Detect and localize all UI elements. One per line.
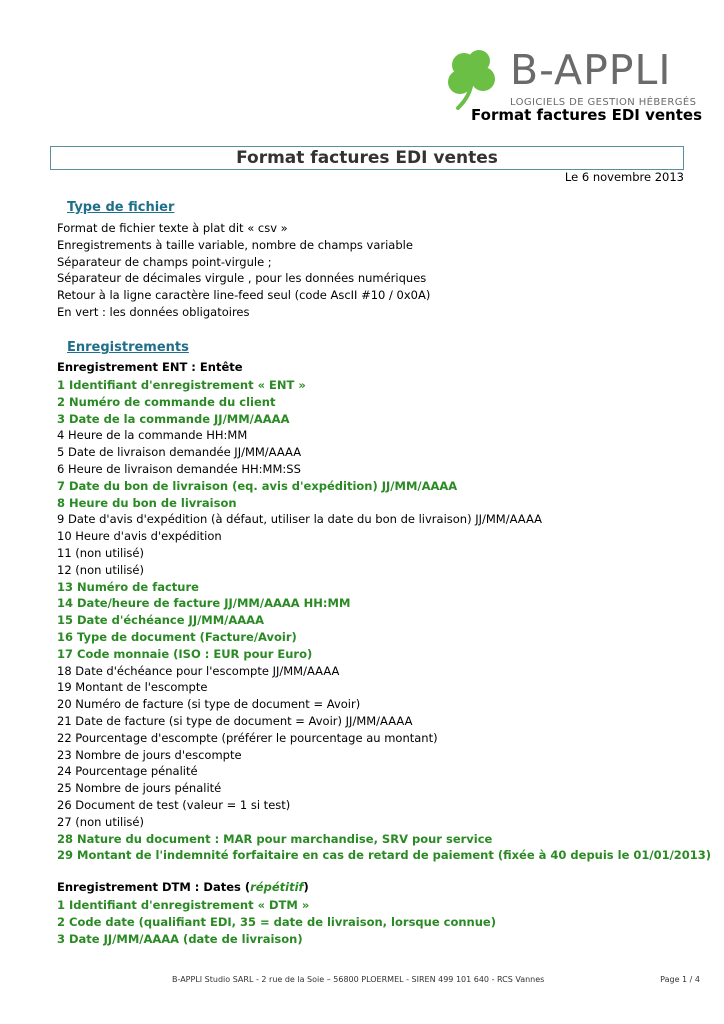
clover-logo-icon — [444, 46, 508, 110]
list-item: Format de fichier texte à plat dit « csv » — [57, 221, 288, 235]
field-line: 19 Montant de l'escompte — [57, 680, 208, 695]
field-line: 10 Heure d'avis d'expédition — [57, 529, 222, 544]
field-line: 11 (non utilisé) — [57, 545, 144, 560]
dtm-field-list — [57, 897, 496, 947]
dtm-record-title — [57, 880, 309, 894]
ent-field-list — [57, 377, 711, 864]
field-line: 13 Numéro de facture — [57, 579, 199, 594]
field-line: 29 Montant de l'indemnité forfaitaire en cas de retard de paiement (fixée à 40 depuis le 01/01/2013) — [57, 848, 712, 863]
field-line: 20 Numéro de facture (si type de document = Avoir) — [57, 697, 361, 712]
field-line: 2 Numéro de commande du client — [57, 394, 276, 409]
list-item: Enregistrements à taille variable, nombre de champs variable — [57, 237, 413, 252]
field-line: 26 Document de test (valeur = 1 si test) — [57, 797, 291, 812]
field-line: 3 Date de la commande JJ/MM/AAAA — [57, 411, 290, 426]
page-number: Page 1 / 4 — [660, 975, 700, 984]
field-line: 5 Date de livraison demandée JJ/MM/AAAA — [57, 445, 302, 460]
field-line: 1 Identifiant d'enregistrement « ENT » — [57, 378, 306, 392]
brand-tagline: LOGICIELS DE GESTION HÉBERGÉS — [510, 97, 697, 108]
header-doc-title: Format factures EDI ventes — [471, 106, 702, 124]
field-line: 15 Date d'échéance JJ/MM/AAAA — [57, 613, 264, 628]
field-line: 8 Heure du bon de livraison — [57, 495, 237, 510]
company-logo — [444, 46, 706, 112]
dtm-title-emphasis: répétitif — [250, 880, 304, 894]
footer-address: B-APPLI Studio SARL - 2 rue de la Soie – 56800 PLOERMEL - SIREN 499 101 640 - RCS Vannes — [172, 975, 545, 984]
dtm-title-prefix: Enregistrement DTM : Dates ( — [57, 880, 251, 894]
field-line: 9 Date d'avis d'expédition (à défaut, utiliser la date du bon de livraison) JJ/MM/AAAA — [57, 512, 543, 527]
field-line: 7 Date du bon de livraison (eq. avis d'expédition) JJ/MM/AAAA — [57, 478, 458, 493]
field-line: 12 (non utilisé) — [57, 562, 144, 577]
field-line: 22 Pourcentage d'escompte (préférer le pourcentage au montant) — [57, 730, 438, 745]
page-title: Format factures EDI ventes — [50, 146, 684, 170]
list-item: Retour à la ligne caractère line-feed seul (code AscII #10 / 0x0A) — [57, 288, 431, 303]
field-line: 27 (non utilisé) — [57, 814, 144, 829]
field-line: 21 Date de facture (si type de document = Avoir) JJ/MM/AAAA — [57, 713, 413, 728]
brand-name: B-APPLI — [510, 46, 672, 94]
document-date: Le 6 novembre 2013 — [564, 170, 684, 184]
field-line: 16 Type de document (Facture/Avoir) — [57, 629, 297, 644]
ent-record-title: Enregistrement ENT : Entête — [57, 360, 243, 374]
field-line: 23 Nombre de jours d'escompte — [57, 747, 242, 762]
field-line: 25 Nombre de jours pénalité — [57, 781, 222, 796]
dtm-title-suffix: ) — [303, 880, 309, 894]
field-line: 24 Pourcentage pénalité — [57, 764, 198, 779]
field-line: 4 Heure de la commande HH:MM — [57, 428, 248, 443]
field-line: 3 Date JJ/MM/AAAA (date de livraison) — [57, 931, 303, 946]
field-line: 1 Identifiant d'enregistrement « DTM » — [57, 898, 310, 912]
type-fichier-list — [57, 220, 430, 321]
list-item: Séparateur de champs point-virgule ; — [57, 254, 272, 269]
field-line: 28 Nature du document : MAR pour marchandise, SRV pour service — [57, 831, 493, 846]
section-enregistrements-heading: Enregistrements — [67, 340, 189, 355]
list-item: Séparateur de décimales virgule , pour les données numériques — [57, 271, 427, 286]
field-line: 2 Code date (qualifiant EDI, 35 = date de livraison, lorsque connue) — [57, 914, 496, 929]
field-line: 17 Code monnaie (ISO : EUR pour Euro) — [57, 646, 313, 661]
list-item: En vert : les données obligatoires — [57, 304, 250, 319]
field-line: 14 Date/heure de facture JJ/MM/AAAA HH:MM — [57, 596, 351, 611]
field-line: 6 Heure de livraison demandée HH:MM:SS — [57, 461, 301, 476]
field-line: 18 Date d'échéance pour l'escompte JJ/MM/AAAA — [57, 663, 340, 678]
section-type-fichier-heading: Type de fichier — [67, 200, 175, 215]
